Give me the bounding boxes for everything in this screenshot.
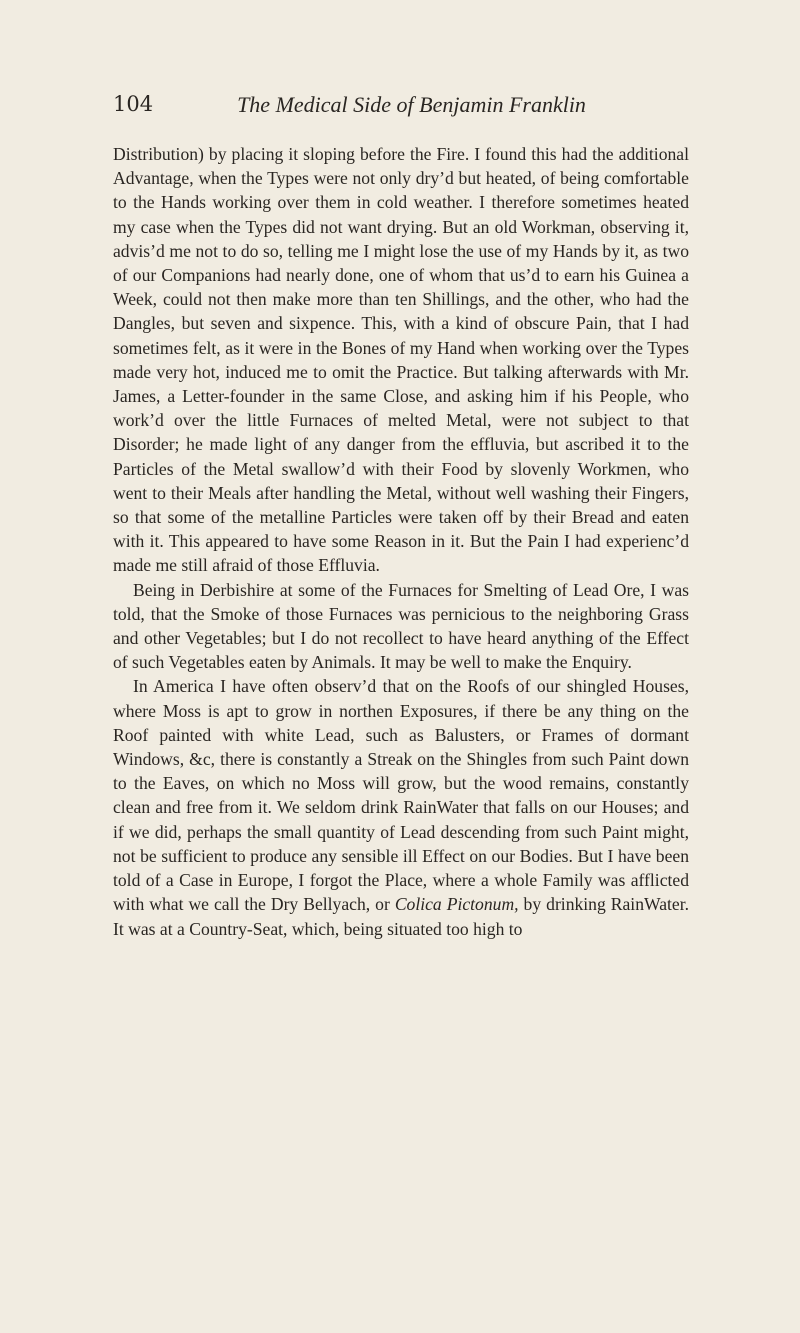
- body-text: [113, 142, 689, 941]
- paragraph-3-end: by drinking RainWater. It was at a Country-Seat, which, being situated too high to: [113, 894, 689, 939]
- paragraph-3-start: In America I have often observ’d that on the Roofs of our shingled Houses, where Moss is apt to grow in northen Exposures, if there be any thing on the Roof painted with white Lead, such as Balusters, or Frames of dormant Windows, &c, there is constantly a Streak on the Shingles from such Paint down to the Eaves, on which no Moss will grow, but the wood remains, constantly clean and free from it. We seldom drink RainWater that falls on our Houses; and if we did, perhaps the small quantity of Lead descending from such Paint might, not be sufficient to produce any sensible ill Effect on our Bodies. But I have been told of a Case in Europe, I forgot the Place, where a whole Family was afflicted with what we call the Dry Bellyach, or: [113, 676, 689, 915]
- paragraph-1: Distribution) by placing it sloping before the Fire. I found this had the additional Advantage, when the Types were not only dry’d but heated, of being comfortable to the Hands working over them in cold weather. I therefore sometimes heated my case when the Types did not want drying. But an old Workman, observing it, advis’d me not to do so, telling me I might lose the use of my Hands by it, as two of our Companions had nearly done, one of whom that us’d to earn his Guinea a Week, could not then make more than ten Shillings, and the other, who had the Dangles, but seven and sixpence. This, with a kind of obscure Pain, that I had sometimes felt, as it were in the Bones of my Hand when working over the Types made very hot, induced me to omit the Practice. But talking afterwards with Mr. James, a Letter-founder in the same Close, and asking him if his People, who work’d over the little Furnaces of melted Metal, were not subject to that Disorder; he made light of any danger from the effluvia, but ascribed it to the Particles of the Metal swallow’d with their Food by slovenly Workmen, who went to their Meals after handling the Metal, without well washing their Fingers, so that some of the metalline Particles were taken off by their Bread and eaten with it. This appeared to have some Reason in it. But the Pain I had experienc’d made me still afraid of those Effluvia.: [113, 144, 689, 576]
- latin-term: Colica Pictonum,: [394, 894, 519, 915]
- paragraph-2: Being in Derbishire at some of the Furnaces for Smelting of Lead Ore, I was told, that the Smoke of those Furnaces was pernicious to the neighboring Grass and other Vegetables; but I do not recollect to have heard anything of the Effect of such Vegetables eaten by Animals. It may be well to make the Enquiry.: [113, 579, 689, 673]
- page-header: [113, 92, 690, 126]
- running-title: The Medical Side of Benjamin Franklin: [237, 92, 586, 117]
- paragraph-3: [113, 674, 689, 940]
- page-number: 104: [113, 92, 154, 116]
